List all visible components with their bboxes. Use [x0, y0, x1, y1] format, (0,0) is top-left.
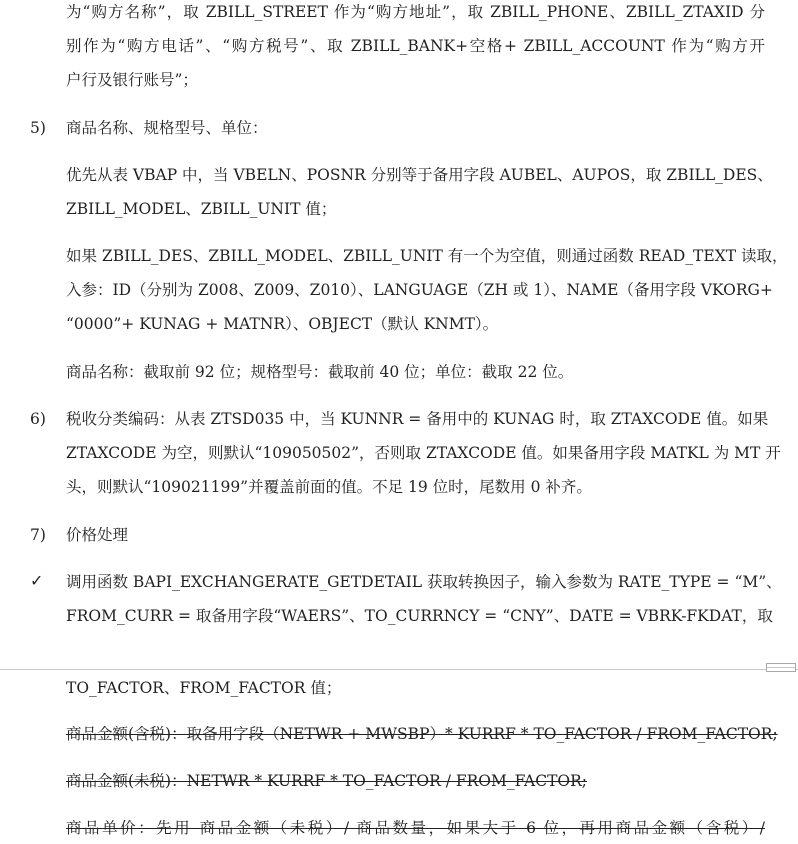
list-number-7: 7) [30, 526, 46, 544]
paragraph-vbap-line-1: 优先从表 VBAP 中，当 VBELN、POSNR 分别等于备用字段 AUBEL、AUPOS，取 ZBILL_DES、 [66, 166, 773, 184]
page-break-divider [0, 669, 798, 670]
paragraph-buyer-line-1: 为“购方名称”，取 ZBILL_STREET 作为“购方地址”，取 ZBILL_PHONE、ZBILL_ZTAXID 分 [66, 3, 765, 21]
paragraph-vbap-line-2: ZBILL_MODEL、ZBILL_UNIT 值； [66, 200, 337, 218]
paragraph-readtext-line-1: 如果 ZBILL_DES、ZBILL_MODEL、ZBILL_UNIT 有一个为空值，则通过函数 READ_TEXT 读取， [66, 247, 788, 265]
paragraph-buyer-line-3: 户行及银行账号”； [66, 71, 198, 89]
list-number-5: 5) [30, 119, 46, 137]
paragraph-readtext-line-2: 入参：ID（分别为 Z008、Z009、Z010）、LANGUAGE（ZH 或 1）、NAME（备用字段 VKORG+ [66, 281, 773, 299]
page-corner-mark [766, 663, 796, 672]
paragraph-buyer-line-2: 别作为“购方电话”、“购方税号”、取 ZBILL_BANK+空格+ ZBILL_ACCOUNT 作为“购方开 [66, 37, 765, 55]
paragraph-truncate: 商品名称：截取前 92 位；规格型号：截取前 40 位；单位：截取 22 位。 [66, 363, 574, 381]
paragraph-exchange-line-1: 调用函数 BAPI_EXCHANGERATE_GETDETAIL 获取转换因子，输入参数为 RATE_TYPE = “M”、 [66, 573, 782, 591]
paragraph-taxcode-line-1: 税收分类编码：从表 ZTSD035 中，当 KUNNR = 备用中的 KUNAG 时，取 ZTAXCODE 值。如果 [66, 410, 769, 428]
struck-amount-without-tax: 商品金额(未税)：NETWR * KURRF * TO_FACTOR / FROM_FACTOR; [66, 772, 588, 790]
paragraph-taxcode-line-2: ZTAXCODE 为空，则默认“109050502”，否则取 ZTAXCODE 值。如果备用字段 MATKL 为 MT 开 [66, 444, 781, 462]
item7-title: 价格处理 [66, 526, 129, 544]
struck-unit-price: 商品单价：先用 商品金额（未税）/ 商品数量，如果大于 6 位，再用商品金额（含税）/ [66, 819, 765, 837]
paragraph-taxcode-line-3: 头，则默认“109021199”并覆盖前面的值。不足 19 位时，尾数用 0 补齐。 [66, 478, 592, 496]
item5-title: 商品名称、规格型号、单位： [66, 119, 268, 137]
paragraph-exchange-line-2: FROM_CURR = 取备用字段“WAERS”、TO_CURRNCY = “CNY”、DATE = VBRK-FKDAT，取 [66, 607, 773, 625]
checkmark-icon: ✓ [30, 571, 44, 590]
list-number-6: 6) [30, 410, 46, 428]
struck-amount-with-tax: 商品金额(含税)：取备用字段（NETWR + MWSBP）* KURRF * TO_FACTOR / FROM_FACTOR; [66, 725, 778, 743]
paragraph-readtext-line-3: “0000”+ KUNAG + MATNR）、OBJECT（默认 KNMT）。 [66, 315, 499, 333]
paragraph-exchange-line-3: TO_FACTOR、FROM_FACTOR 值； [66, 679, 342, 697]
